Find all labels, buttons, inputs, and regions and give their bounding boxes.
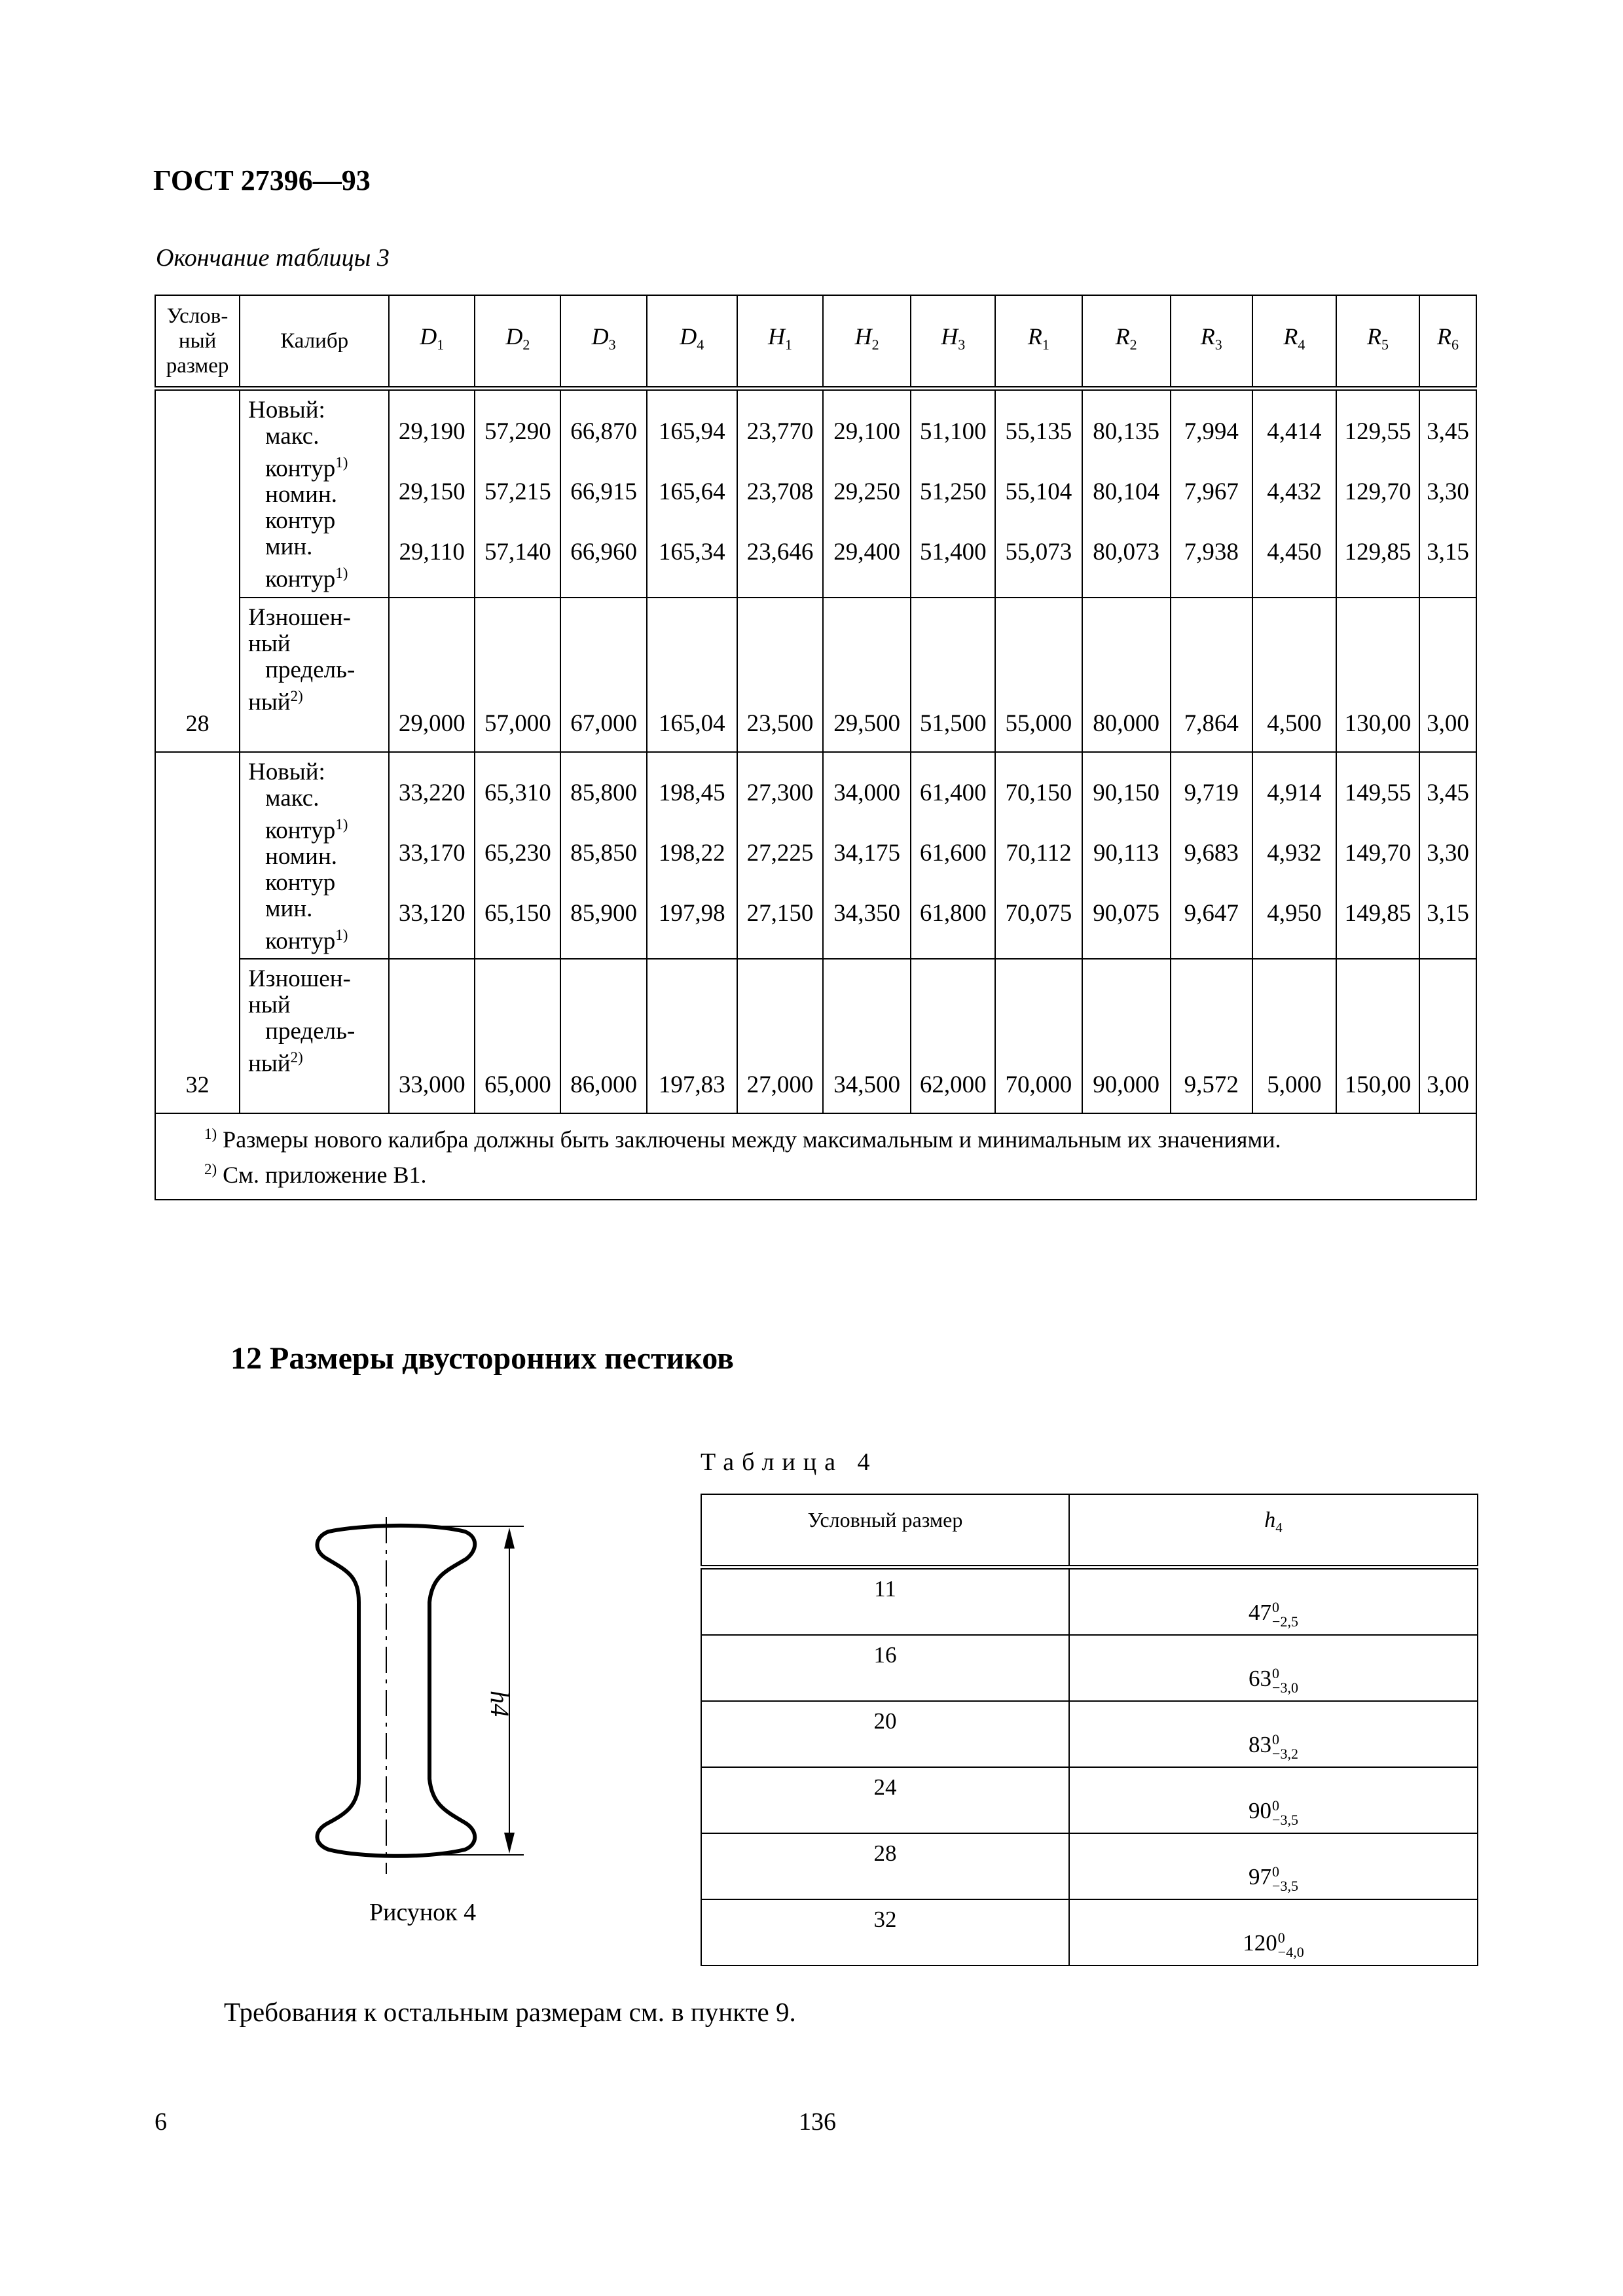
header-d1: $D_1$ <box>389 295 475 389</box>
table4-header-row <box>701 1494 1478 1568</box>
value-new: 85,850 <box>570 840 637 867</box>
table3-notes <box>155 1113 1476 1200</box>
value-new: 23,708 <box>746 478 814 505</box>
value-new-cell <box>1336 389 1419 598</box>
page-number-left: 6 <box>155 2108 167 2136</box>
value-worn: 65,000 <box>475 959 560 1113</box>
value-new: 57,215 <box>484 478 551 505</box>
value-new: 198,22 <box>658 840 725 867</box>
pestle-outline <box>317 1526 475 1856</box>
value-new: 70,075 <box>1005 900 1072 927</box>
value-new: 66,960 <box>570 538 637 565</box>
value-new: 4,932 <box>1267 840 1322 867</box>
header-d4: $D_4$ <box>647 295 737 389</box>
value-new: 129,70 <box>1344 478 1412 505</box>
tolerance: 0 −3,5 <box>1272 1863 1298 1894</box>
value-new: 7,938 <box>1184 538 1239 565</box>
value-new: 29,190 <box>398 418 465 445</box>
tolerance: 0 −3,2 <box>1272 1731 1298 1762</box>
value-new: 51,100 <box>919 418 987 445</box>
value-new: 4,450 <box>1267 538 1322 565</box>
table4-row <box>701 1701 1478 1767</box>
label-max: макс. контур$^{1)}$ <box>265 423 348 482</box>
header-r5: $R_5$ <box>1336 295 1419 389</box>
table4-size: 24 <box>701 1767 1069 1833</box>
value-new-cell <box>1082 389 1171 598</box>
value-new: 90,075 <box>1093 900 1159 927</box>
value-worn: 130,00 <box>1336 598 1419 752</box>
table3-row-worn <box>155 959 1476 1113</box>
value-new: 7,967 <box>1184 478 1239 505</box>
value-new: 33,170 <box>398 840 465 867</box>
tolerance: 0 −3,0 <box>1272 1665 1298 1696</box>
table4-size: 20 <box>701 1701 1069 1767</box>
value-new-cell <box>737 389 823 598</box>
value-new-cell <box>995 389 1082 598</box>
arrow-top <box>504 1528 515 1549</box>
header-size-line1: Услов- <box>166 304 228 328</box>
value-new: 65,310 <box>484 780 551 807</box>
header-size-line3: размер <box>166 354 229 378</box>
header-d3: $D_3$ <box>560 295 646 389</box>
value-new: 23,770 <box>746 418 814 445</box>
value-new: 85,900 <box>570 900 637 927</box>
value-new: 9,683 <box>1184 840 1239 867</box>
value-new-cell <box>823 752 911 960</box>
value-new-cell <box>389 389 475 598</box>
value-new-cell <box>560 389 646 598</box>
value-new: 51,400 <box>919 538 987 565</box>
value-worn: 55,000 <box>995 598 1082 752</box>
value-worn: 33,000 <box>389 959 475 1113</box>
value-new: 3,15 <box>1427 538 1469 565</box>
value-new: 4,414 <box>1267 418 1322 445</box>
value-new-cell <box>1082 752 1171 960</box>
value-new: 34,350 <box>833 900 900 927</box>
header-caliber: Калибр <box>240 295 389 389</box>
value-new: 57,140 <box>484 538 551 565</box>
header-r4: $R_4$ <box>1252 295 1336 389</box>
value-new: 165,34 <box>658 538 725 565</box>
table4-size: 11 <box>701 1568 1069 1636</box>
value-new: 33,120 <box>398 900 465 927</box>
value-new: 85,800 <box>570 780 637 807</box>
tolerance: 0 −4,0 <box>1277 1929 1304 1960</box>
value-worn: 67,000 <box>560 598 646 752</box>
remark-text: Требования к остальным размерам см. в пункте 9. <box>224 1997 796 2027</box>
value-new: 33,220 <box>398 780 465 807</box>
table3-row-new <box>155 752 1476 960</box>
value-new: 55,104 <box>1005 478 1072 505</box>
value-new: 3,30 <box>1427 840 1469 867</box>
document-header: ГОСТ 27396—93 <box>153 164 371 196</box>
value-new-cell <box>737 752 823 960</box>
value-new: 3,15 <box>1427 900 1469 927</box>
table4-value: 83 0 −3,2 <box>1069 1701 1478 1767</box>
value-new: 80,073 <box>1093 538 1159 565</box>
note-2: $^{2)}$ См. приложение В1. <box>204 1161 427 1189</box>
caliber-worn: Изношен- ный предель- ный$^{2)}$ <box>240 959 389 1113</box>
value-new: 70,112 <box>1006 840 1072 867</box>
caliber-new: Новый: макс. контур$^{1)}$ номин. контур мин. контур$^{1)}$ <box>240 752 389 960</box>
value-worn: 4,500 <box>1252 598 1336 752</box>
table4-size: 32 <box>701 1899 1069 1965</box>
value-new-cell <box>389 752 475 960</box>
value-new: 55,073 <box>1005 538 1072 565</box>
value-new-cell <box>995 752 1082 960</box>
value-new-cell <box>647 389 737 598</box>
table3 <box>155 295 1477 1200</box>
value-new: 70,150 <box>1005 780 1072 807</box>
table3-row-worn <box>155 598 1476 752</box>
value-new-cell <box>1336 752 1419 960</box>
value-new-cell <box>911 389 995 598</box>
value-new-cell <box>1171 389 1252 598</box>
page-number-center: 136 <box>799 2108 836 2136</box>
value-new: 80,104 <box>1093 478 1159 505</box>
table4-row <box>701 1899 1478 1965</box>
label-min: мин. контур$^{1)}$ <box>265 533 348 593</box>
header-size-line2: ный <box>178 329 217 353</box>
pestle-figure <box>282 1517 556 1897</box>
value-new: 4,914 <box>1267 780 1322 807</box>
value-new: 61,600 <box>919 840 987 867</box>
value-new: 80,135 <box>1093 418 1159 445</box>
size-cell: 32 <box>155 752 240 1114</box>
value-new: 61,800 <box>919 900 987 927</box>
table3-row-new <box>155 389 1476 598</box>
value-worn: 29,000 <box>389 598 475 752</box>
value-worn: 57,000 <box>475 598 560 752</box>
value-new-cell <box>1252 752 1336 960</box>
value-new: 149,70 <box>1344 840 1412 867</box>
value-new: 4,950 <box>1267 900 1322 927</box>
section-title: 12 Размеры двусторонних пестиков <box>230 1341 734 1376</box>
value-worn: 80,000 <box>1082 598 1171 752</box>
value-worn: 197,83 <box>647 959 737 1113</box>
value-new: 9,719 <box>1184 780 1239 807</box>
value-worn: 3,00 <box>1419 598 1476 752</box>
figure-caption: Рисунок 4 <box>369 1899 477 1926</box>
header-r3: $R_3$ <box>1171 295 1252 389</box>
value-new: 65,230 <box>484 840 551 867</box>
value-worn: 90,000 <box>1082 959 1171 1113</box>
table4-value: 63 0 −3,0 <box>1069 1635 1478 1701</box>
value-new-cell <box>1171 752 1252 960</box>
value-worn: 7,864 <box>1171 598 1252 752</box>
label-max: макс. контур$^{1)}$ <box>265 784 348 844</box>
table4-row <box>701 1767 1478 1833</box>
value-new-cell <box>1419 389 1476 598</box>
value-new: 29,250 <box>833 478 900 505</box>
value-new: 27,225 <box>746 840 814 867</box>
value-new: 90,150 <box>1093 780 1159 807</box>
header-h3: $H_3$ <box>911 295 995 389</box>
value-new-cell <box>475 389 560 598</box>
header-r1: $R_1$ <box>995 295 1082 389</box>
value-worn: 70,000 <box>995 959 1082 1113</box>
value-new: 55,135 <box>1005 418 1072 445</box>
value-new: 149,85 <box>1344 900 1412 927</box>
tolerance: 0 −3,5 <box>1272 1797 1298 1828</box>
value-new-cell <box>823 389 911 598</box>
value-worn: 9,572 <box>1171 959 1252 1113</box>
table4-value: 90 0 −3,5 <box>1069 1767 1478 1833</box>
value-worn: 3,00 <box>1419 959 1476 1113</box>
table4-row <box>701 1568 1478 1636</box>
dimension-label: h4 <box>485 1691 515 1717</box>
value-new: 27,300 <box>746 780 814 807</box>
value-new: 90,113 <box>1093 840 1159 867</box>
value-new: 29,100 <box>833 418 900 445</box>
header-r6: $R_6$ <box>1419 295 1476 389</box>
value-new: 7,994 <box>1184 418 1239 445</box>
tolerance: 0 −2,5 <box>1272 1599 1298 1630</box>
value-new: 61,400 <box>919 780 987 807</box>
label-nom: номин. контур <box>265 481 338 535</box>
value-new-cell <box>475 752 560 960</box>
value-worn: 29,500 <box>823 598 911 752</box>
table4-value: 47 0 −2,5 <box>1069 1568 1478 1636</box>
value-worn: 23,500 <box>737 598 823 752</box>
header-r2: $R_2$ <box>1082 295 1171 389</box>
caliber-new: Новый: макс. контур$^{1)}$ номин. контур мин. контур$^{1)}$ <box>240 389 389 598</box>
table3-header-row <box>155 295 1476 389</box>
value-new: 51,250 <box>919 478 987 505</box>
value-worn: 165,04 <box>647 598 737 752</box>
value-new: 29,400 <box>833 538 900 565</box>
value-new: 129,85 <box>1344 538 1412 565</box>
value-new: 129,55 <box>1344 418 1412 445</box>
table4-size: 28 <box>701 1833 1069 1899</box>
table4-row <box>701 1635 1478 1701</box>
table3-notes-row <box>155 1113 1476 1200</box>
value-worn: 34,500 <box>823 959 911 1113</box>
table3-caption: Окончание таблицы 3 <box>156 244 390 272</box>
value-new: 4,432 <box>1267 478 1322 505</box>
value-new-cell <box>1419 752 1476 960</box>
value-new: 23,646 <box>746 538 814 565</box>
value-new: 29,110 <box>399 538 465 565</box>
value-new: 29,150 <box>398 478 465 505</box>
value-worn: 86,000 <box>560 959 646 1113</box>
value-new: 34,000 <box>833 780 900 807</box>
table4-header-size: Условный размер <box>701 1494 1069 1568</box>
table4-row <box>701 1833 1478 1899</box>
value-new: 66,870 <box>570 418 637 445</box>
table4-value: 97 0 −3,5 <box>1069 1833 1478 1899</box>
value-new: 3,30 <box>1427 478 1469 505</box>
value-new: 9,647 <box>1184 900 1239 927</box>
value-new: 66,915 <box>570 478 637 505</box>
value-new: 34,175 <box>833 840 900 867</box>
table4-caption: Таблица 4 <box>701 1448 878 1476</box>
value-worn: 150,00 <box>1336 959 1419 1113</box>
header-d2: $D_2$ <box>475 295 560 389</box>
value-new-cell <box>911 752 995 960</box>
table4 <box>701 1494 1478 1966</box>
value-new: 165,94 <box>658 418 725 445</box>
arrow-bottom <box>504 1833 515 1854</box>
label-nom: номин. контур <box>265 842 338 896</box>
caliber-worn: Изношен- ный предель- ный$^{2)}$ <box>240 598 389 752</box>
value-worn: 27,000 <box>737 959 823 1113</box>
value-new: 57,290 <box>484 418 551 445</box>
table4-size: 16 <box>701 1635 1069 1701</box>
value-new: 165,64 <box>658 478 725 505</box>
value-worn: 62,000 <box>911 959 995 1113</box>
value-new: 3,45 <box>1427 780 1469 807</box>
table4-value: 120 0 −4,0 <box>1069 1899 1478 1965</box>
value-new: 197,98 <box>658 900 725 927</box>
value-new: 198,45 <box>658 780 725 807</box>
size-cell: 28 <box>155 389 240 752</box>
value-new-cell <box>560 752 646 960</box>
table4-header-h4: $h_4$ <box>1069 1494 1478 1568</box>
header-h1: $H_1$ <box>737 295 823 389</box>
value-new-cell <box>1252 389 1336 598</box>
value-new-cell <box>647 752 737 960</box>
value-new: 27,150 <box>746 900 814 927</box>
value-new: 65,150 <box>484 900 551 927</box>
header-size <box>155 295 240 389</box>
value-worn: 5,000 <box>1252 959 1336 1113</box>
value-worn: 51,500 <box>911 598 995 752</box>
value-new: 149,55 <box>1344 780 1412 807</box>
value-new: 3,45 <box>1427 418 1469 445</box>
header-h2: $H_2$ <box>823 295 911 389</box>
label-min: мин. контур$^{1)}$ <box>265 895 348 955</box>
note-1: $^{1)}$ Размеры нового калибра должны быть заключены между максимальным и минимальным их значениями. <box>204 1126 1281 1153</box>
